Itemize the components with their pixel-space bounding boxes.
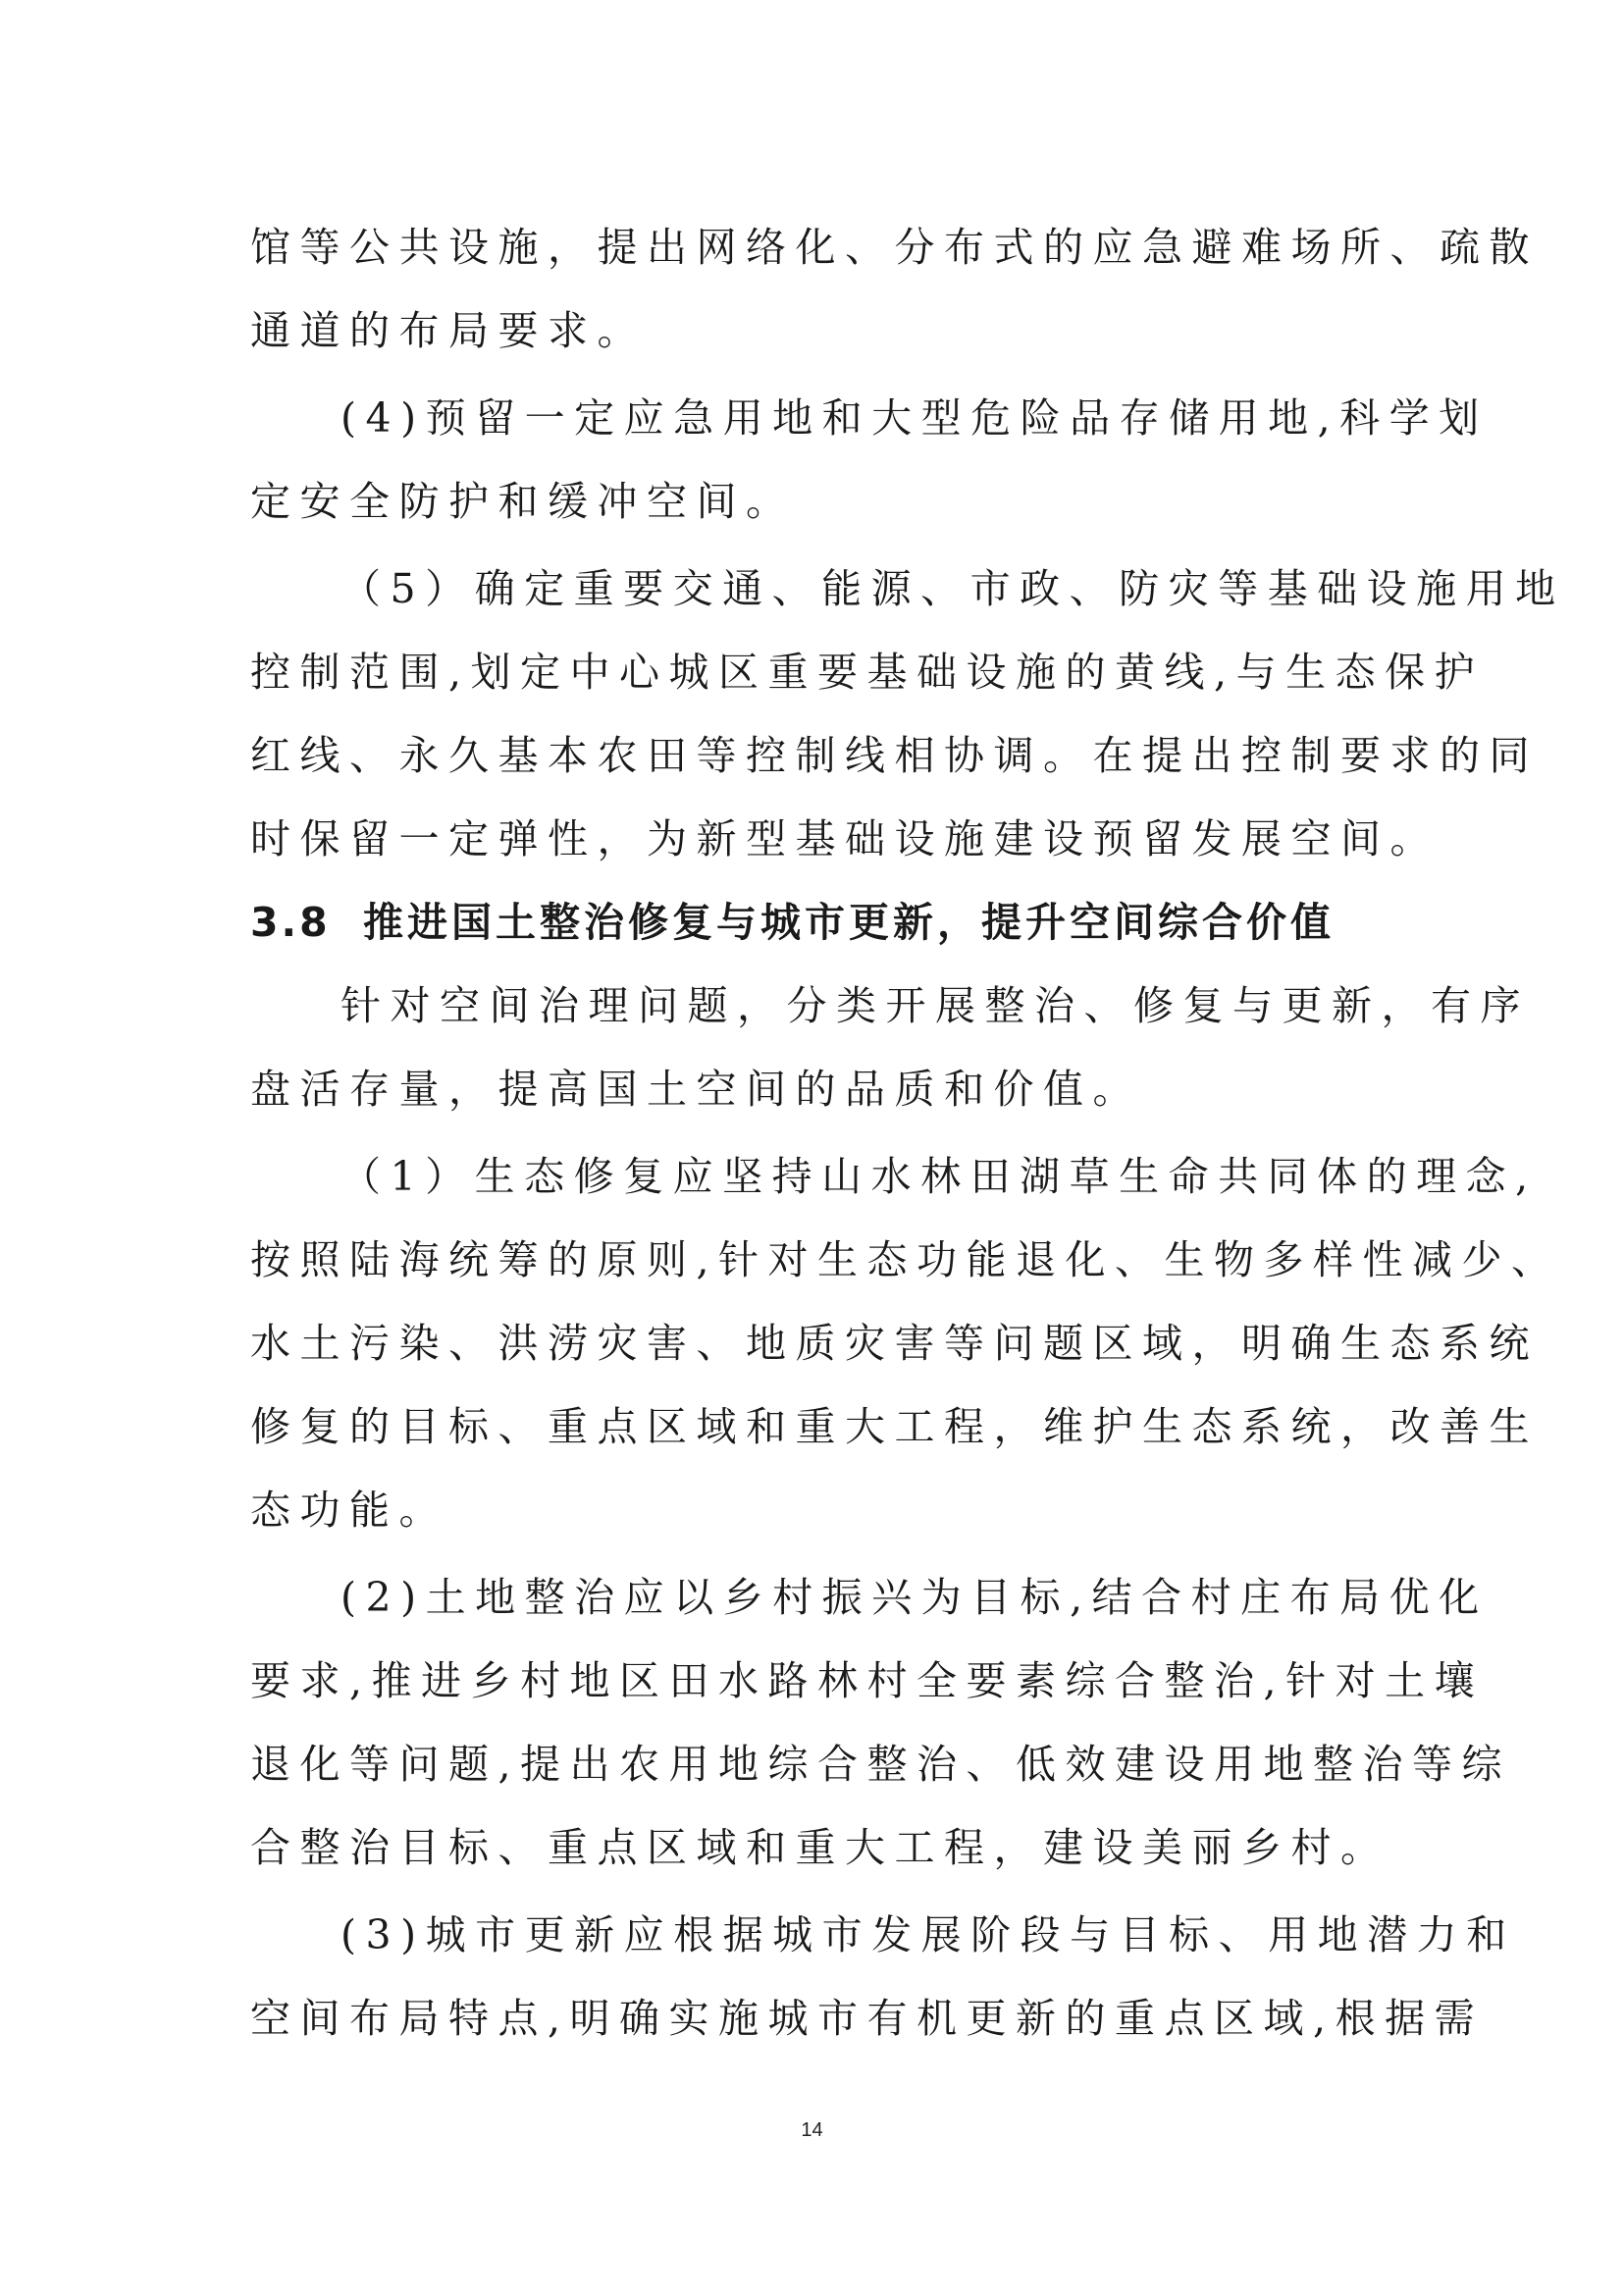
text-line: 退化等问题,提出农用地综合整治、低效建设用地整治等综: [250, 1741, 1512, 1788]
text-line: 水土污染、洪涝灾害、地质灾害等问题区域，明确生态系统: [250, 1320, 1539, 1367]
text-line: 通道的布局要求。: [250, 307, 647, 354]
section-heading: [250, 881, 1388, 965]
paragraph-start-line: (3)城市更新应根据城市发展阶段与目标、用地潜力和: [341, 1911, 1516, 1958]
page-body: [250, 206, 1565, 2061]
text-line: 馆等公共设施，提出网络化、分布式的应急避难场所、疏散: [250, 224, 1539, 271]
paragraph-start-line: （5）确定重要交通、能源、市政、防灾等基础设施用地: [341, 565, 1565, 612]
text-line: 定安全防护和缓冲空间。: [250, 478, 796, 525]
text-line: 盘活存量，提高国土空间的品质和价值。: [250, 1066, 1142, 1113]
section-title: 推进国土整治修复与城市更新，提升空间综合价值: [363, 899, 1335, 946]
page-number: 14: [801, 2119, 823, 2141]
paragraph-start-line: （1）生态修复应坚持山水林田湖草生命共同体的理念,: [341, 1153, 1538, 1200]
text-line: 态功能。: [250, 1487, 448, 1534]
section-number: 3.8: [250, 899, 331, 946]
text-line: 按照陆海统筹的原则,针对生态功能退化、生物多样性减少、: [250, 1236, 1561, 1283]
paragraph-start-line: 针对空间治理问题，分类开展整治、修复与更新，有序: [341, 982, 1530, 1029]
text-line: 要求,推进乡村地区田水路林村全要素综合整治,针对土壤: [250, 1657, 1485, 1704]
text-line: 红线、永久基本农田等控制线相协调。在提出控制要求的同: [250, 732, 1539, 779]
text-line: 合整治目标、重点区域和重大工程，建设美丽乡村。: [250, 1824, 1390, 1871]
paragraph-start-line: (4)预留一定应急用地和大型危险品存储用地,科学划: [341, 394, 1489, 442]
paragraph-start-line: (2)土地整治应以乡村振兴为目标,结合村庄布局优化: [341, 1574, 1489, 1621]
text-line: 修复的目标、重点区域和重大工程，维护生态系统，改善生: [250, 1403, 1539, 1450]
text-line: 时保留一定弹性，为新型基础设施建设预留发展空间。: [250, 815, 1440, 862]
text-line: 控制范围,划定中心城区重要基础设施的黄线,与生态保护: [250, 649, 1485, 696]
text-line: 空间布局特点,明确实施城市有机更新的重点区域,根据需: [250, 1995, 1485, 2042]
